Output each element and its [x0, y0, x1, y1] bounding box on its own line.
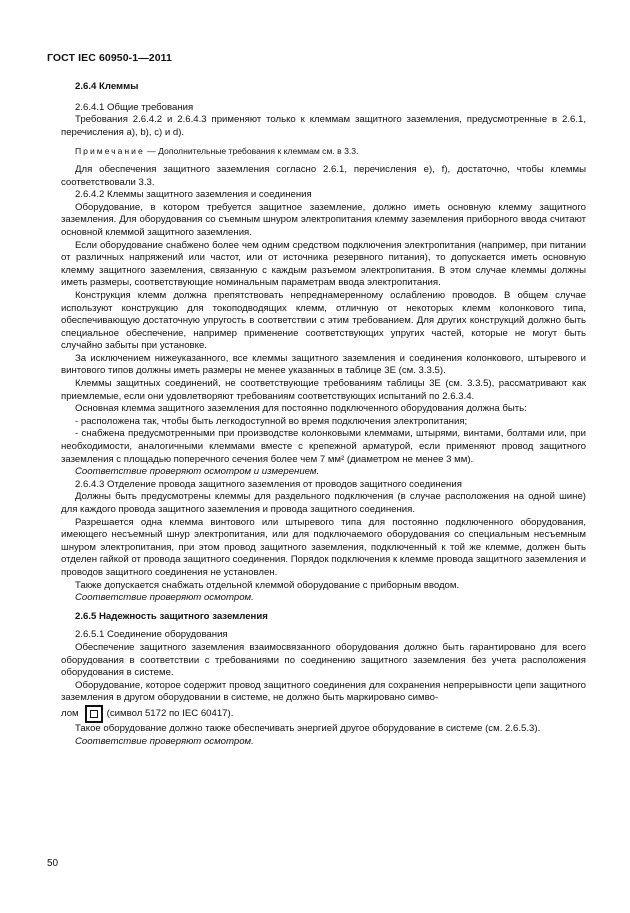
body-paragraph: Должны быть предусмотрены клеммы для раздельного подключения (в случае расположения на одной шине) для каждого провода защитного заземления и провода защитного соединения. [61, 491, 586, 515]
body-paragraph: 2.6.4.1 Общие требования [75, 101, 194, 113]
body-paragraph: За исключением нижеуказанного, все клеммы защитного заземления и соединения колонкового, штыревого и винтового типов должны иметь размеры не менее указанных в таблице 3E (см. 3.3.5). [61, 352, 586, 377]
body-paragraph: - снабжена предусмотренными при производстве колонковыми клеммами, штырями, винтами, болтами или, при необходимости, аналогичными клеммами вместе с крепежной арматурой, если применяют провод защитного заземления с площадью поперечного сечения более чем 7 мм² (диаметром не менее 3 мм). [61, 428, 586, 465]
section-heading: 2.6.5 Надежность защитного заземления [75, 610, 268, 622]
body-paragraph: Также допускается снабжать отдельной клеммой оборудование с приборным вводом. [75, 579, 460, 591]
page-header: ГОСТ IEC 60950-1—2011 [47, 52, 172, 64]
note-paragraph [61, 145, 586, 158]
compliance-statement: Соответствие проверяют осмотром. [75, 592, 254, 604]
page-body [61, 80, 586, 748]
body-paragraph: 2.6.4.3 Отделение провода защитного заземления от проводов защитного соединения [75, 478, 462, 490]
body-paragraph: Обеспечение защитного заземления взаимосвязанного оборудования должно быть гарантировано для всего оборудования в соответствии с требованиями по соединению защитного заземления без учета расположения оборудования в системе. [61, 641, 586, 679]
body-paragraph: Клеммы защитных соединений, не соответствующие требованиям таблицы 3E (см. 3.3.5), рассматривают как приемлемые, если они удовлетворяют требованиям соответствующих испытаний по 2.6.3.4. [61, 378, 586, 402]
body-paragraph: Оборудование, которое содержит провод защитного соединения для сохранения непрерывности цепи защитного заземления в другом оборудовании в системе, не должно быть маркировано симво- [61, 679, 586, 704]
protective-earth-symbol-icon [85, 705, 103, 723]
symbol-inner-square [90, 710, 98, 718]
body-paragraph: 2.6.5.1 Соединение оборудования [75, 629, 228, 641]
section-heading: 2.6.4 Клеммы [75, 81, 139, 92]
body-paragraph: Основная клемма защитного заземления для постоянно подключенного оборудования должна быть: [75, 403, 527, 415]
compliance-statement: Соответствие проверяют осмотром. [75, 735, 254, 747]
body-paragraph: Оборудование, в котором требуется защитное заземление, должно иметь основную клемму защитного заземления. Для оборудования со съемным шнуром электропитания клемму заземления приборного ввода считают основной клеммой защитного заземления. [61, 201, 586, 238]
body-paragraph: Конструкция клемм должна препятствовать непреднамеренному ослаблению проводов. В общем случае используют конструкцию для токоподводящих клемм, отличную от некоторых клемм колонкового типа, обеспечивающую достаточную упругость в соответствии с этим требованием. Для других конструкций должно быть специальное обеспечение, например применение соответствующих упругих частей, которые не могут быть случайно забыты при установке. [61, 289, 586, 352]
note-label: Примечание [75, 146, 145, 157]
body-paragraph: Для обеспечения защитного заземления согласно 2.6.1, перечисления e), f), достаточно, чтобы клеммы соответствовали 3.3. [61, 163, 586, 188]
symbol-line [61, 705, 586, 723]
body-paragraph: - расположена так, чтобы быть легкодоступной во время подключения электропитания; [75, 415, 468, 427]
body-paragraph: Разрешается одна клемма винтового или штыревого типа для постоянно подключенного оборудования, имеющего несъемный шнур электропитания, или для подключаемого оборудования со специальным несъемным шнуром электропитания, при этом провод защитного заземления, подключенный к той же клемме, должен быть отделен гайкой от провода защитного соединения. Порядок подключения к клемме провода защитного заземления и проводов защитного соединения не установлен. [61, 516, 586, 578]
symbol-caption: (символ 5172 по IEC 60417). [106, 707, 234, 719]
note-text: — Дополнительные требования к клеммам см. в 3.3. [144, 146, 359, 157]
body-paragraph: Если оборудование снабжено более чем одним средством подключения электропитания (например, при питании от различных напряжений или частот, или от источника резервного питания), то допускается иметь основную клемму защитного заземления, связанную с каждым разъемом электропитания. В этом случае клеммы должны иметь размеры, соответствующие номинальным параметрам ввода электропитания. [61, 239, 586, 289]
body-paragraph: 2.6.4.2 Клеммы защитного заземления и соединения [75, 189, 312, 201]
body-paragraph: Такое оборудование должно также обеспечивать энергией другое оборудование в системе (см. 2.6.5.3). [75, 722, 541, 734]
symbol-word-tail: лом [61, 707, 79, 719]
page-number: 50 [47, 858, 59, 869]
compliance-statement: Соответствие проверяют осмотром и измерением. [75, 466, 320, 478]
body-paragraph: Требования 2.6.4.2 и 2.6.4.3 применяют только к клеммам защитного заземления, предусмотренные в 2.6.1, перечисления a), b), c) и d). [61, 114, 586, 138]
